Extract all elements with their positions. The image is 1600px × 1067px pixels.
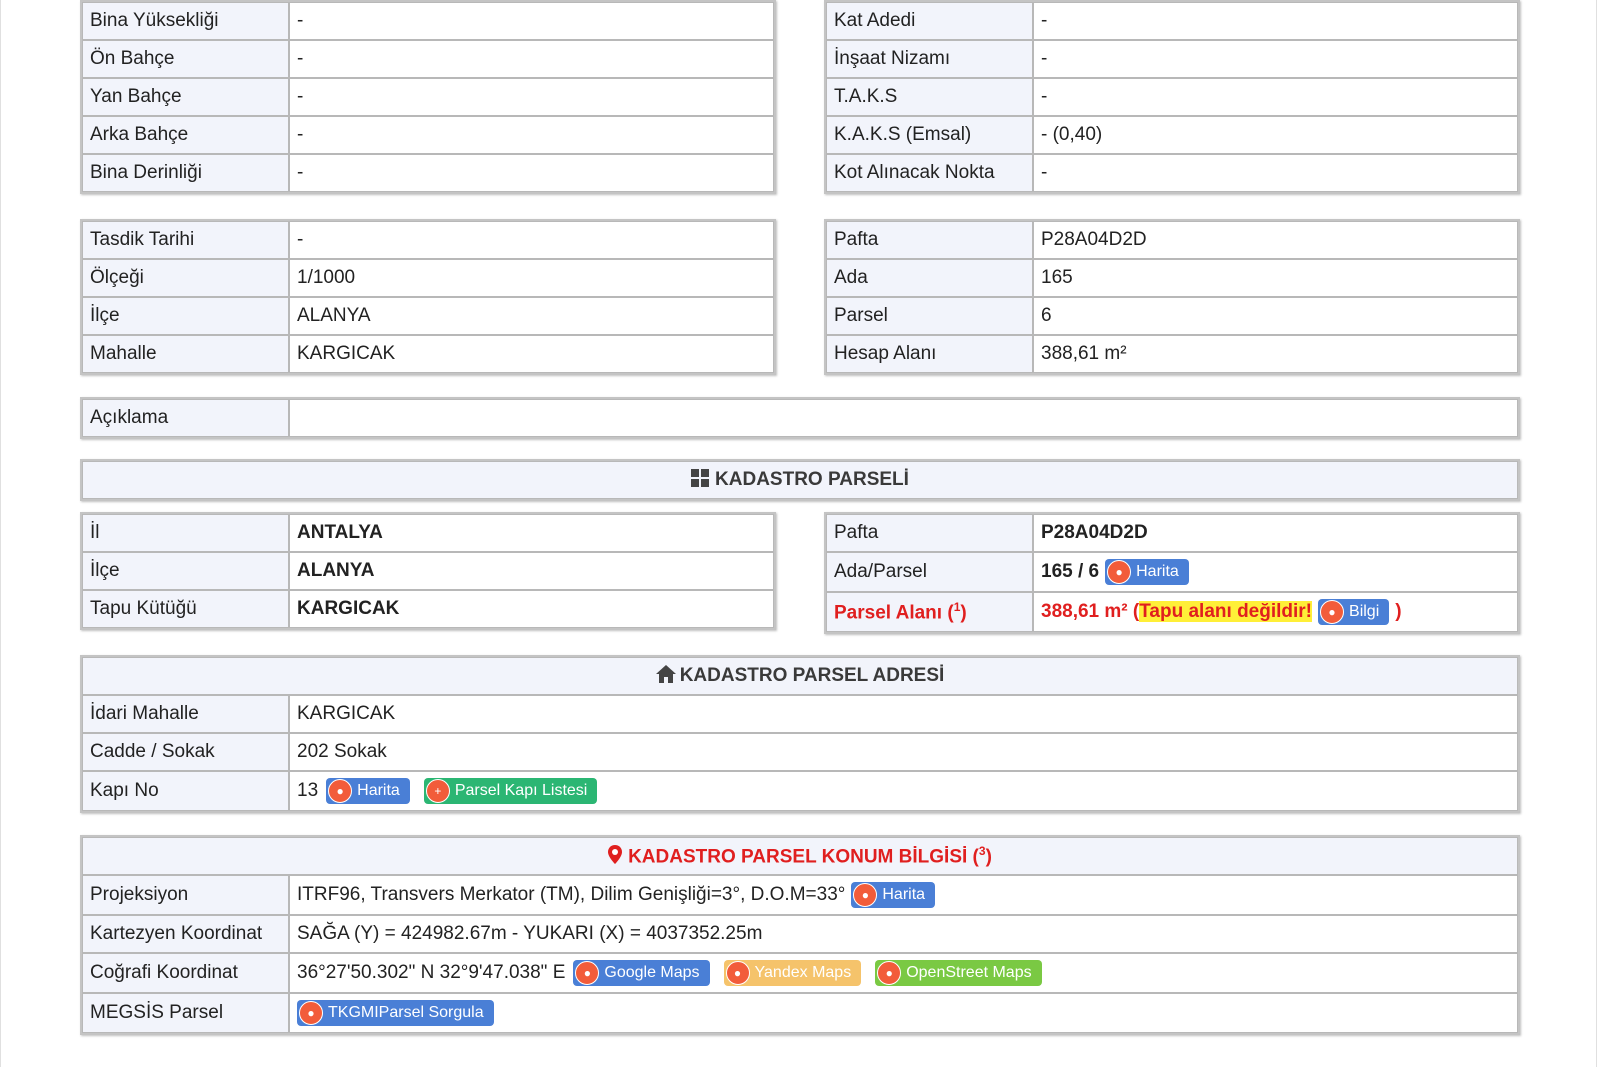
map-pin-icon: ● xyxy=(575,961,599,985)
value: - (0,40) xyxy=(1033,116,1518,154)
adres-header xyxy=(82,657,1518,695)
cog-value: 36°27'50.302" N 32°9'47.038" E xyxy=(297,962,566,984)
value: 388,61 m² xyxy=(1033,335,1518,373)
label: Ada xyxy=(826,259,1033,297)
konum-header xyxy=(82,837,1518,875)
value: KARGICAK xyxy=(289,590,774,628)
value: - xyxy=(1033,78,1518,116)
home-icon xyxy=(656,665,676,683)
kapi-value: 13 xyxy=(297,780,319,802)
label: T.A.K.S xyxy=(826,78,1033,116)
konum-footnote: 3 xyxy=(978,843,986,858)
alan-label-text: Parsel Alanı ( xyxy=(834,602,954,624)
proj-harita-button[interactable] xyxy=(851,882,935,908)
value: - xyxy=(1033,40,1518,78)
map-pin-icon: ● xyxy=(877,961,901,985)
kadastro-details xyxy=(80,512,1520,634)
kadastro-table-left xyxy=(80,512,776,630)
harita-label: Harita xyxy=(882,886,926,903)
kadastro-header-table xyxy=(80,459,1520,501)
parsel-alani-cell xyxy=(1033,592,1518,632)
pafta-label: Pafta xyxy=(826,514,1033,552)
google-label: Google Maps xyxy=(604,964,700,981)
adaparsel-value: 165 / 6 xyxy=(1041,561,1100,583)
megsis-cell xyxy=(289,993,1518,1033)
map-pin-icon: ● xyxy=(853,883,877,907)
adres-header-title: KADASTRO PARSEL ADRESİ xyxy=(679,665,945,686)
imar-table-right xyxy=(824,0,1520,194)
plan-details xyxy=(80,219,1520,375)
imar-details xyxy=(80,0,1520,194)
value: 202 Sokak xyxy=(289,733,1518,771)
kapi-label: Kapı No xyxy=(82,771,289,811)
label: Ölçeği xyxy=(82,259,289,297)
label: İl xyxy=(82,514,289,552)
kadastro-table-right xyxy=(824,512,1520,634)
value: - xyxy=(1033,154,1518,192)
label: Kot Alınacak Nokta xyxy=(826,154,1033,192)
parsel-kapi-listesi-button[interactable] xyxy=(424,778,598,804)
label: Bina Derinliği xyxy=(82,154,289,192)
konum-header-close: ) xyxy=(985,846,992,868)
label: Mahalle xyxy=(82,335,289,373)
kapi-cell xyxy=(289,771,1518,811)
label: Parsel xyxy=(826,297,1033,335)
alan-warning: Tapu alanı değildir! xyxy=(1139,601,1313,623)
yandex-label: Yandex Maps xyxy=(754,964,852,981)
osm-label: OpenStreet Maps xyxy=(906,964,1032,981)
value: - xyxy=(289,40,774,78)
proj-value: ITRF96, Transvers Merkator (TM), Dilim Genişliği=3°, D.O.M=33° xyxy=(297,884,846,906)
label: Kat Adedi xyxy=(826,2,1033,40)
proj-cell xyxy=(289,875,1518,915)
value: 1/1000 xyxy=(289,259,774,297)
adaparsel-label: Ada/Parsel xyxy=(826,552,1033,592)
value: 165 xyxy=(1033,259,1518,297)
openstreet-maps-button[interactable] xyxy=(875,960,1041,986)
liste-label: Parsel Kapı Listesi xyxy=(454,782,588,799)
label: İdari Mahalle xyxy=(82,695,289,733)
konum-section xyxy=(80,835,1520,1035)
kadastro-header-title: KADASTRO PARSELİ xyxy=(715,469,909,490)
info-icon: ● xyxy=(1320,600,1344,624)
value: ALANYA xyxy=(289,297,774,335)
label: K.A.K.S (Emsal) xyxy=(826,116,1033,154)
bilgi-label: Bilgi xyxy=(1349,603,1380,620)
aciklama-table xyxy=(80,397,1520,439)
plan-table-right xyxy=(824,219,1520,375)
label: Yan Bahçe xyxy=(82,78,289,116)
yandex-maps-button[interactable] xyxy=(724,960,862,986)
alan-value: 388,61 m² ( xyxy=(1041,601,1140,623)
bilgi-button[interactable] xyxy=(1318,599,1389,625)
label: Pafta xyxy=(826,221,1033,259)
value: - xyxy=(289,154,774,192)
adres-table xyxy=(80,655,1520,813)
value: - xyxy=(289,221,774,259)
label: Hesap Alanı xyxy=(826,335,1033,373)
label: İlçe xyxy=(82,552,289,590)
kadastro-header xyxy=(82,461,1518,499)
label: Arka Bahçe xyxy=(82,116,289,154)
label: Bina Yüksekliği xyxy=(82,2,289,40)
grid-icon xyxy=(691,469,709,487)
value: - xyxy=(289,78,774,116)
google-maps-button[interactable] xyxy=(573,960,709,986)
alan-label-close: ) xyxy=(960,602,967,624)
value: - xyxy=(1033,2,1518,40)
map-pin-icon: ● xyxy=(299,1001,323,1025)
parsel-alani-label xyxy=(826,592,1033,632)
kapi-harita-button[interactable] xyxy=(326,778,410,804)
kart-value: SAĞA (Y) = 424982.67m - YUKARI (X) = 4037352.25m xyxy=(289,915,1518,953)
label: Tasdik Tarihi xyxy=(82,221,289,259)
plus-icon: + xyxy=(426,779,450,803)
kadastro-header-section xyxy=(80,459,1520,501)
alan-footnote: 1 xyxy=(953,599,961,614)
kart-label: Kartezyen Koordinat xyxy=(82,915,289,953)
label: Cadde / Sokak xyxy=(82,733,289,771)
adaparsel-cell xyxy=(1033,552,1518,592)
map-pin-icon: ● xyxy=(328,779,352,803)
label: İnşaat Nizamı xyxy=(826,40,1033,78)
aciklama-label: Açıklama xyxy=(82,399,289,437)
value: ANTALYA xyxy=(289,514,774,552)
value: P28A04D2D xyxy=(1033,221,1518,259)
map-pin-icon: ● xyxy=(1107,560,1131,584)
value: 6 xyxy=(1033,297,1518,335)
page-edge-left xyxy=(0,0,1,1067)
tkgm-label: TKGMIParsel Sorgula xyxy=(328,1004,484,1021)
harita-label: Harita xyxy=(1136,563,1179,580)
location-pin-icon xyxy=(608,845,622,864)
label: Tapu Kütüğü xyxy=(82,590,289,628)
value: - xyxy=(289,116,774,154)
adaparsel-harita-button[interactable] xyxy=(1105,559,1189,585)
proj-label: Projeksiyon xyxy=(82,875,289,915)
pafta-value: P28A04D2D xyxy=(1033,514,1518,552)
label: Ön Bahçe xyxy=(82,40,289,78)
konum-header-title: KADASTRO PARSEL KONUM BİLGİSİ ( xyxy=(628,846,979,868)
cog-label: Coğrafi Koordinat xyxy=(82,953,289,993)
tkgm-parsel-sorgula-button[interactable] xyxy=(297,1000,494,1026)
harita-label: Harita xyxy=(357,782,400,799)
alan-end: ) xyxy=(1395,601,1402,623)
cog-cell xyxy=(289,953,1518,993)
value: - xyxy=(289,2,774,40)
imar-table-left xyxy=(80,0,776,194)
adres-section xyxy=(80,655,1520,813)
aciklama-value xyxy=(289,399,1518,437)
map-pin-icon: ● xyxy=(726,961,750,985)
value: KARGICAK xyxy=(289,335,774,373)
konum-table xyxy=(80,835,1520,1035)
value: ALANYA xyxy=(289,552,774,590)
value: KARGICAK xyxy=(289,695,1518,733)
label: İlçe xyxy=(82,297,289,335)
page-edge-right xyxy=(1596,0,1597,1067)
plan-table-left xyxy=(80,219,776,375)
megsis-label: MEGSİS Parsel xyxy=(82,993,289,1033)
aciklama-section xyxy=(80,397,1520,439)
